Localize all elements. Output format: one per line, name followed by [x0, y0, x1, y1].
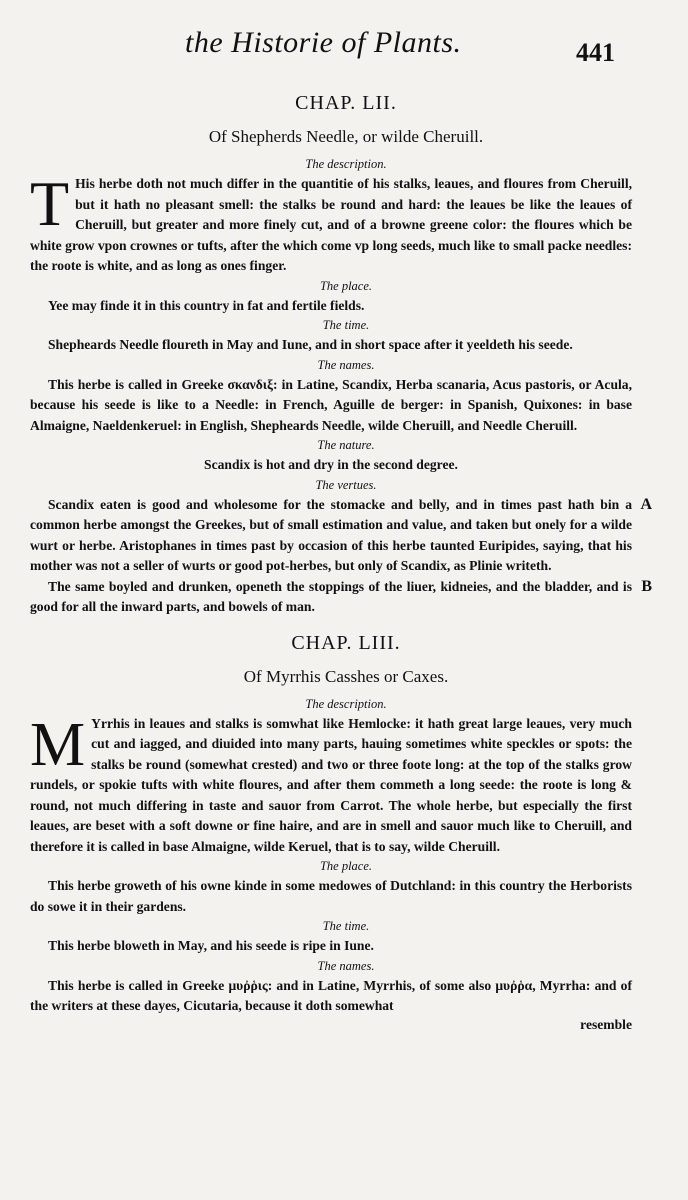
section-heading-names-2: The names.: [317, 958, 375, 973]
description-paragraph-2: [30, 710, 632, 858]
vertues-text-a: Scandix eaten is good and wholesome for the stomacke and belly, and in times past hath bin a common herbe amongst the Greekes, but of small estimation and value, and taken but onely for a wilde wurt or herbe. Aristophanes in times past by occasion of this herbe taunted Euripides, saying, that his mother was not a seller of wurts or good pot-herbes, but only of Scandix, as Plinie writeth.: [30, 496, 632, 573]
names-paragraph-2: This herbe is called in Greeke μυῤῥις: and in Latine, Myrrhis, of some also μυῤῥα, Myrrha: and of the writers at these dayes, Cicutaria, because it doth somewhat: [30, 977, 632, 1013]
vertues-text-b: The same boyled and drunken, openeth the stoppings of the liuer, kidneies, and the bladder, and is good for all the inward parts, and bowels of man.: [30, 578, 632, 614]
chapter-heading-2: CHAP. LIII.: [291, 631, 401, 654]
chapter-title: Of Shepherds Needle, or wilde Cheruill.: [208, 127, 484, 146]
description-paragraph: [30, 168, 632, 277]
section-heading-description-2: The description.: [305, 696, 387, 711]
section-heading-description: The description.: [305, 157, 387, 171]
section-heading-time: The time.: [322, 318, 370, 332]
place-paragraph-2: This herbe groweth of his owne kinde in some medowes of Dutchland: in this country the Herborists do sowe it in their gardens.: [30, 878, 632, 914]
description-text-2: Yrrhis in leaues and stalks is somwhat like Hemlocke: it hath great large leaues, very much cut and iagged, and diuided into many parts, hauing sometimes white speckles or spots: the stalks be round (somewhat crested) and two or three foote long: at the top of the stalks grow rundels, or spokie tufts with white floures, and after them commeth a long seede: the roote is long & round, not much differing in taste and sauor from Carrot. The whole herbe, but especially the first leaues, are beset with a soft downe or fine haire, and are in smell and sauor much like to Cheruill, and therefore it is called in base Almaigne, wilde Keruel, that is to say, wilde Cheruill.: [30, 715, 632, 854]
section-heading-vertues: The vertues.: [315, 477, 377, 492]
time-paragraph: Shepheards Needle floureth in May and Iune, and in short space after it yeeldeth his seede.: [48, 337, 573, 352]
drop-capital-2: M: [30, 710, 86, 779]
description-text: His herbe doth not much differ in the quantitie of his stalks, leaues, and floures from Cheruill, but it hath no pleasant smell: the stalks be round and hard: the leaues be like the leaues of Cheruill, but greater and more finely cut, and of a browne greene color: the floures which be white grow vpon crownes or tufts, after the which come vp long seeds, much like to small packe needles: the roote is white, and as long as ones finger.: [30, 176, 632, 273]
catchword: resemble: [580, 1016, 632, 1032]
place-paragraph: Yee may finde it in this country in fat and fertile fields.: [48, 297, 365, 313]
time-paragraph-2: This herbe bloweth in May, and his seede is ripe in Iune.: [48, 938, 374, 953]
section-heading-names: The names.: [317, 357, 375, 372]
names-paragraph: This herbe is called in Greeke σκανδιξ: in Latine, Scandix, Herba scanaria, Acus pastoris, or Acula, because his seede is like to a Needle: in French, Aguille de berger: in Spanish, Quixones: in base Almaigne, Naeldenkeruel: in English, Shepheards Needle, wilde Cheruill, and Needle Cheruill.: [30, 376, 632, 433]
section-heading-time-2: The time.: [322, 919, 370, 933]
drop-capital: T: [30, 168, 70, 239]
page-number: 441: [576, 38, 615, 67]
chapter-title-2: Of Myrrhis Casshes or Caxes.: [243, 666, 449, 686]
chapter-heading: CHAP. LII.: [295, 92, 397, 114]
section-heading-place: The place.: [319, 278, 373, 293]
margin-letter-a: A: [640, 495, 652, 513]
vertues-paragraph-b: [30, 577, 652, 618]
nature-paragraph: Scandix is hot and dry in the second degree.: [204, 457, 458, 472]
section-heading-nature: The nature.: [317, 438, 375, 452]
running-title: the Historie of Plants.: [185, 26, 462, 59]
text-block: [30, 92, 652, 1033]
margin-letter-b: B: [641, 577, 652, 595]
vertues-paragraph-a: [30, 495, 652, 577]
section-heading-place-2: The place.: [319, 859, 373, 873]
